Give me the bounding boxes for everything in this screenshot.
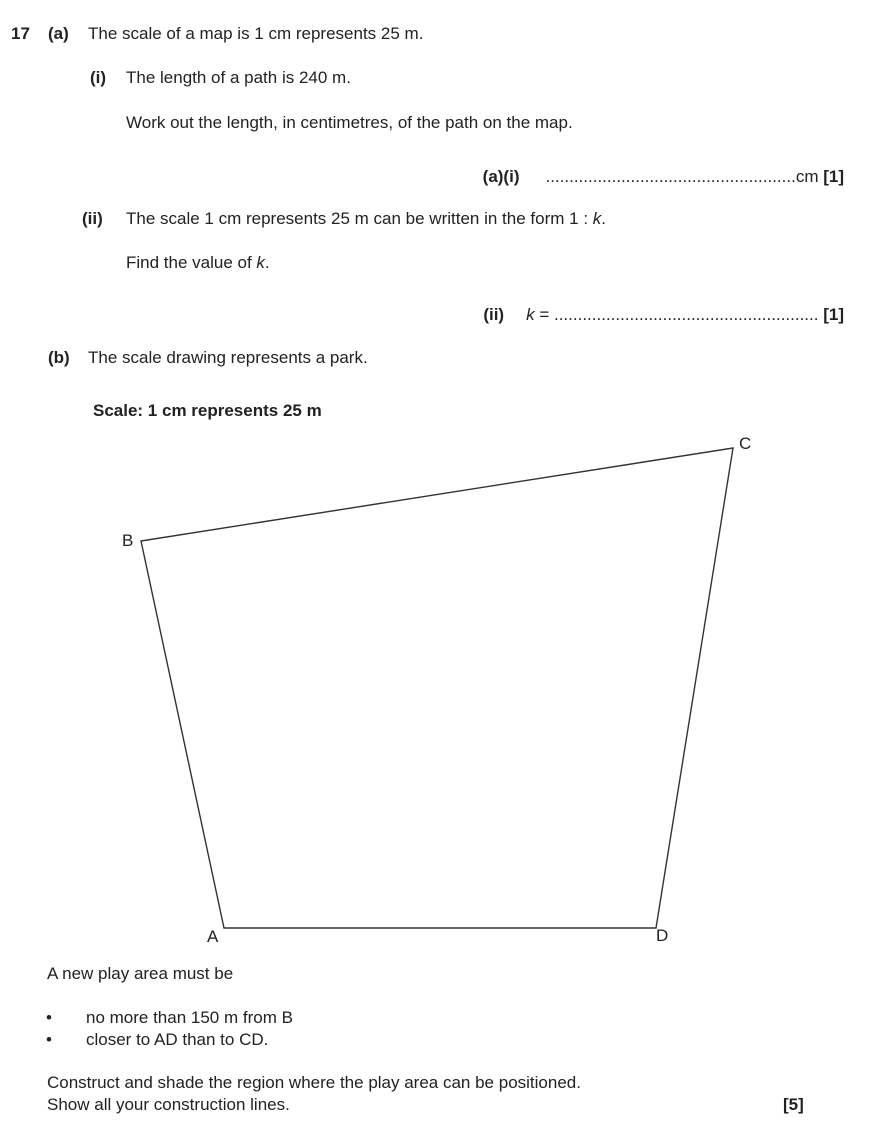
vertex-label-c: C (739, 434, 752, 453)
construction-lines-instruction: Show all your construction lines. (47, 1095, 290, 1114)
bullet-icon: • (46, 1030, 52, 1049)
question-number: 17 (11, 24, 30, 43)
condition-item: closer to AD than to CD. (86, 1030, 269, 1049)
vertex-label-a: A (207, 927, 219, 946)
part-a-label: (a) (48, 24, 69, 43)
part-a-ii-text-start: The scale 1 cm represents 25 m can be written in the form 1 : (126, 209, 593, 228)
park-quadrilateral[interactable] (141, 448, 733, 928)
part-a-i-label: (i) (90, 68, 107, 87)
marks-b: [5] (783, 1095, 804, 1114)
variable-k: k (592, 209, 602, 228)
vertex-label-d: D (656, 926, 669, 945)
part-b-label: (b) (48, 348, 70, 367)
marks-a-ii: [1] (823, 305, 844, 324)
vertex-label-b: B (122, 531, 134, 550)
scale-caption: Scale: 1 cm represents 25 m (93, 401, 322, 420)
answer-dots-a-ii[interactable]: ........................................................ (553, 305, 819, 324)
conditions-intro: A new play area must be (47, 964, 234, 983)
condition-item: no more than 150 m from B (86, 1008, 293, 1027)
bullet-icon: • (46, 1008, 52, 1027)
part-b-text: The scale drawing represents a park. (88, 348, 368, 367)
part-a-ii-instruction-end: . (264, 253, 270, 272)
part-a-ii-label: (ii) (82, 209, 103, 228)
marks-a-i: [1] (823, 167, 844, 186)
variable-k: k (256, 253, 265, 272)
part-a-i-instruction: Work out the length, in centimetres, of the path on the map. (126, 113, 573, 132)
answer-label-a-ii: (ii) (483, 305, 505, 324)
answer-label-a-i: (a)(i) (482, 167, 520, 186)
part-a-i-text: The length of a path is 240 m. (126, 68, 351, 87)
construct-instruction: Construct and shade the region where the play area can be positioned. (47, 1073, 581, 1092)
answer-unit-a-i: cm (795, 167, 819, 186)
answer-variable-k: k (526, 305, 535, 324)
answer-dots-a-i[interactable]: ..................................................... (545, 167, 796, 186)
part-a-ii-text-end: . (601, 209, 606, 228)
part-a-ii-instruction-start: Find the value of (126, 253, 257, 272)
part-a-text: The scale of a map is 1 cm represents 25 m. (88, 24, 424, 43)
answer-equals: = (534, 305, 554, 324)
